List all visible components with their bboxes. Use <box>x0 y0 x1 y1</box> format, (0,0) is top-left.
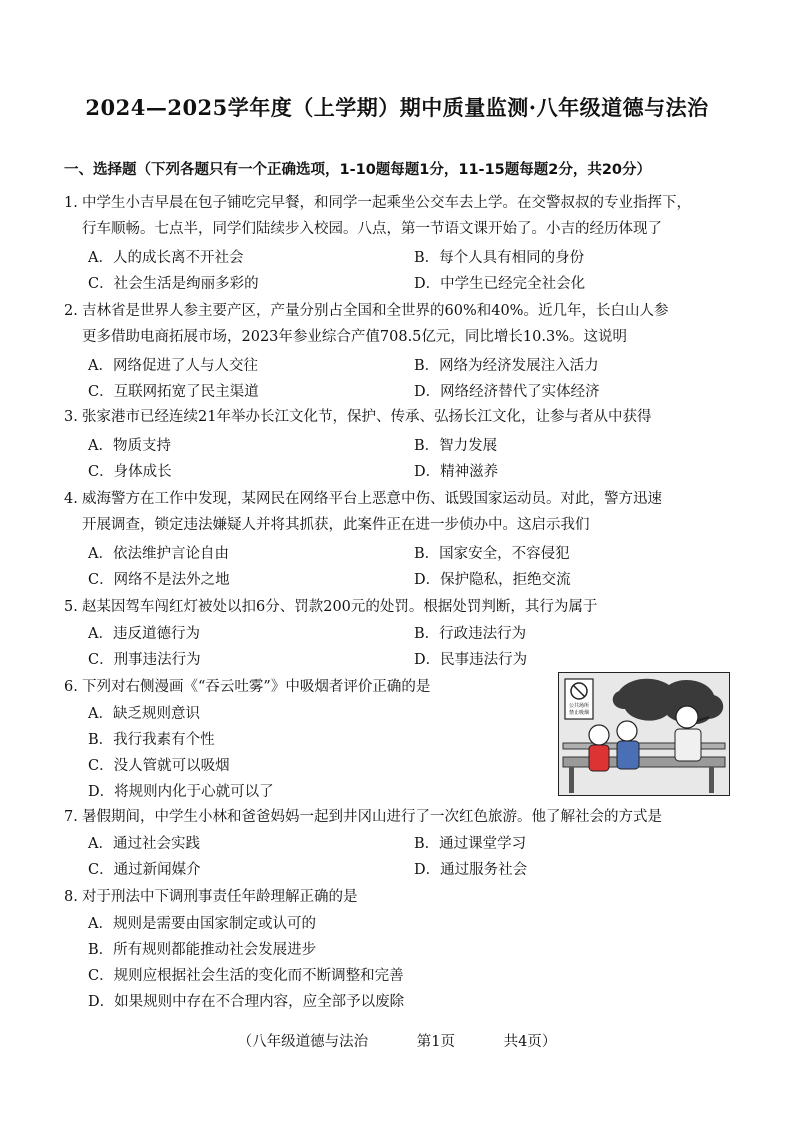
question-7 <box>64 804 744 830</box>
question-1 <box>64 190 734 242</box>
option-d[interactable]: D．通过服务社会 <box>414 862 528 878</box>
option-a[interactable]: A．缺乏规则意识 <box>88 706 200 722</box>
person-body <box>589 745 609 771</box>
option-d[interactable]: D．保护隐私，拒绝交流 <box>414 572 571 588</box>
question-3 <box>64 404 734 430</box>
question-stem-cont: 更多借助电商拓展市场，2023年参业综合产值708.5亿元，同比增长10.3%。这说明 <box>82 329 627 345</box>
question-stem: 下列对右侧漫画《“吞云吐雾”》中吸烟者评价正确的是 <box>82 679 431 695</box>
option-c[interactable]: C．刑事违法行为 <box>88 652 201 668</box>
footer-total-pages: 共4页） <box>503 1034 557 1050</box>
option-b[interactable]: B．智力发展 <box>414 438 498 454</box>
question-stem: 张家港市已经连续21年举办长江文化节，保护、传承、弘扬长江文化，让参与者从中获得 <box>82 409 652 425</box>
question-number: 4. <box>64 491 78 507</box>
page-title: 2024—2025学年度（上学期）期中质量监测·八年级道德与法治 <box>85 95 709 120</box>
sign-text-line2: 禁止吸烟 <box>568 710 590 716</box>
option-d[interactable]: D．如果规则中存在不合理内容，应全部予以废除 <box>88 994 405 1010</box>
option-d[interactable]: D．精神滋养 <box>414 464 499 480</box>
option-b[interactable]: B．我行我素有个性 <box>88 732 215 748</box>
smoker-head <box>676 706 698 728</box>
question-8 <box>64 884 734 910</box>
question-stem: 赵某因驾车闯红灯被处以扣6分、罚款200元的处罚。根据处罚判断，其行为属于 <box>82 599 598 615</box>
footer-subject: （八年级道德与法治 <box>237 1034 369 1050</box>
question-stem: 吉林省是世界人参主要产区，产量分别占全国和全世界的60%和40%。近几年，长白山人参 <box>82 303 669 319</box>
person-head <box>617 721 637 741</box>
option-c[interactable]: C．规则应根据社会生活的变化而不断调整和完善 <box>88 968 404 984</box>
option-a[interactable]: A．规则是需要由国家制定或认可的 <box>88 916 316 932</box>
smoker-body <box>675 729 701 761</box>
option-d[interactable]: D．将规则内化于心就可以了 <box>88 784 274 800</box>
option-b[interactable]: B．网络为经济发展注入活力 <box>414 358 599 374</box>
option-c[interactable]: C．互联网拓宽了民主渠道 <box>88 384 259 400</box>
option-c[interactable]: C．通过新闻媒介 <box>88 862 201 878</box>
question-number: 7. <box>64 809 78 825</box>
question-stem: 中学生小吉早晨在包子铺吃完早餐，和同学一起乘坐公交车去上学。在交警叔叔的专业指挥下， <box>82 195 691 211</box>
question-number: 5. <box>64 599 78 615</box>
option-b[interactable]: B．所有规则都能推动社会发展进步 <box>88 942 317 958</box>
option-a[interactable]: A．通过社会实践 <box>88 836 200 852</box>
question-stem: 对于刑法中下调刑事责任年龄理解正确的是 <box>82 889 358 905</box>
option-b[interactable]: B．行政违法行为 <box>414 626 527 642</box>
option-c[interactable]: C．网络不是法外之地 <box>88 572 230 588</box>
question-5 <box>64 594 734 620</box>
question-number: 8. <box>64 889 78 905</box>
cartoon-illustration <box>558 672 730 796</box>
question-stem-cont: 开展调查，锁定违法嫌疑人并将其抓获，此案件正在进一步侦办中。这启示我们 <box>82 517 590 533</box>
page-footer <box>0 1030 794 1051</box>
question-stem: 暑假期间，中学生小林和爸爸妈妈一起到井冈山进行了一次红色旅游。他了解社会的方式是 <box>82 809 662 825</box>
option-a[interactable]: A．违反道德行为 <box>88 626 200 642</box>
option-b[interactable]: B．每个人具有相同的身份 <box>414 250 585 266</box>
option-a[interactable]: A．物质支持 <box>88 438 171 454</box>
person-head <box>589 725 609 745</box>
question-number: 1. <box>64 195 78 211</box>
question-number: 6. <box>64 679 78 695</box>
option-c[interactable]: C．没人管就可以吸烟 <box>88 758 230 774</box>
question-number: 3. <box>64 409 78 425</box>
option-b[interactable]: B．国家安全，不容侵犯 <box>414 546 570 562</box>
person-body <box>617 741 639 769</box>
question-number: 2. <box>64 303 78 319</box>
footer-page-number: 第1页 <box>416 1034 455 1050</box>
question-2 <box>64 298 734 350</box>
section-heading: 一、选择题（下列各题只有一个正确选项，1-10题每题1分，11-15题每题2分，共20分） <box>64 162 652 178</box>
option-d[interactable]: D．网络经济替代了实体经济 <box>414 384 600 400</box>
option-d[interactable]: D．民事违法行为 <box>414 652 528 668</box>
question-stem: 威海警方在工作中发现，某网民在网络平台上恶意中伤、诋毁国家运动员。对此，警方迅速 <box>82 491 662 507</box>
option-c[interactable]: C．身体成长 <box>88 464 172 480</box>
question-stem-cont: 行车顺畅。七点半，同学们陆续步入校园。八点，第一节语文课开始了。小吉的经历体现了 <box>82 221 662 237</box>
option-d[interactable]: D．中学生已经完全社会化 <box>414 276 586 292</box>
question-4 <box>64 486 734 538</box>
option-c[interactable]: C．社会生活是绚丽多彩的 <box>88 276 259 292</box>
question-6 <box>64 674 544 700</box>
smoking-cartoon <box>559 673 729 795</box>
sign-text-line1: 公共场所 <box>568 703 590 709</box>
option-a[interactable]: A．依法维护言论自由 <box>88 546 229 562</box>
option-b[interactable]: B．通过课堂学习 <box>414 836 527 852</box>
option-a[interactable]: A．网络促进了人与人交往 <box>88 358 258 374</box>
option-a[interactable]: A．人的成长离不开社会 <box>88 250 244 266</box>
